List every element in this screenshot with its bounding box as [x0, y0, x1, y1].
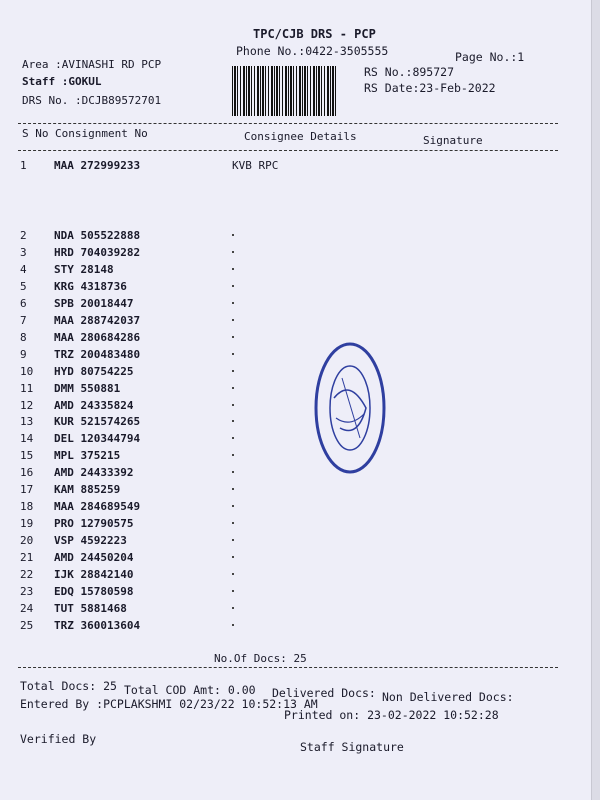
divider [18, 667, 558, 668]
row-sno: 17 [20, 483, 34, 497]
row-consignment: KRG 4318736 [54, 279, 127, 293]
table-row [20, 415, 540, 429]
non-delivered-docs: Non Delivered Docs: [382, 690, 514, 704]
row-consignment: SPB 20018447 [54, 296, 134, 310]
bank-stamp [312, 338, 388, 478]
drs-number: DRS No. :DCJB89572701 [22, 94, 162, 107]
total-docs: Total Docs: 25 [20, 679, 117, 693]
table-row [20, 263, 540, 277]
consignee-dot [232, 488, 234, 490]
row-sno: 3 [20, 245, 27, 259]
table-row [20, 297, 540, 311]
table-row [20, 534, 540, 548]
row-consignment: IJK 28842140 [54, 568, 134, 581]
row-sno: 13 [20, 415, 34, 429]
row-consignment: MAA 280684286 [54, 330, 141, 344]
delivered-docs: Delivered Docs: [272, 686, 376, 700]
column-signature: Signature [423, 134, 483, 147]
consignee-dot [232, 454, 234, 456]
consignee-dot [232, 471, 234, 473]
table-row [20, 382, 540, 396]
table-row [20, 331, 540, 345]
rs-number: RS No.:895727 [364, 65, 455, 79]
table-row [20, 159, 540, 173]
row-consignee: KVB RPC [232, 159, 279, 172]
rs-date: RS Date:23-Feb-2022 [364, 81, 496, 95]
row-consignment: DMM 550881 [54, 381, 121, 395]
row-consignment: KUR 521574265 [54, 415, 141, 429]
row-consignment: DEL 120344794 [54, 432, 141, 446]
barcode [232, 66, 336, 116]
printed-on: Printed on: 23-02-2022 10:52:28 [284, 708, 499, 722]
consignee-dot [232, 404, 234, 406]
row-consignment: VSP 4592223 [54, 534, 127, 548]
table-row [20, 365, 540, 379]
row-sno: 10 [20, 364, 34, 378]
column-consignee: Consignee Details [244, 130, 357, 143]
consignee-dot [232, 370, 234, 372]
table-row [20, 229, 540, 243]
row-consignment: MAA 284689549 [54, 500, 141, 514]
table-row [20, 483, 540, 497]
page-edge [591, 0, 600, 800]
table-row [20, 280, 540, 294]
row-sno: 7 [20, 313, 27, 327]
divider [18, 123, 558, 124]
page-number: Page No.:1 [455, 50, 525, 64]
table-row [20, 432, 540, 446]
table-row [20, 449, 540, 463]
row-sno: 11 [20, 381, 34, 395]
document-title: TPC/CJB DRS - PCP [253, 27, 376, 41]
row-consignment: MPL 375215 [54, 449, 121, 463]
consignee-dot [232, 539, 234, 541]
table-row [20, 500, 540, 514]
table-row [20, 602, 540, 616]
row-consignment: AMD 24335824 [54, 398, 134, 412]
row-sno: 1 [20, 159, 27, 172]
consignee-dot [232, 607, 234, 609]
phone-number: Phone No.:0422-3505555 [236, 44, 389, 58]
total-cod: Total COD Amt: 0.00 [124, 683, 256, 697]
consignee-dot [232, 336, 234, 338]
row-consignment: STY 28148 [54, 262, 114, 276]
row-consignment: MAA 288742037 [54, 313, 141, 327]
row-consignment: NDA 505522888 [54, 229, 141, 242]
row-sno: 22 [20, 568, 34, 581]
row-consignment: HYD 80754225 [54, 364, 134, 378]
row-sno: 6 [20, 296, 27, 310]
table-row [20, 551, 540, 565]
staff-signature: Staff Signature [300, 740, 404, 754]
area: Area :AVINASHI RD PCP [22, 58, 162, 71]
consignee-dot [232, 302, 234, 304]
consignee-dot [232, 268, 234, 270]
row-sno: 19 [20, 517, 34, 531]
consignee-dot [232, 590, 234, 592]
row-sno: 8 [20, 330, 27, 344]
table-row [20, 246, 540, 260]
divider [18, 150, 558, 151]
consignee-dot [232, 319, 234, 321]
row-consignment: KAM 885259 [54, 483, 121, 497]
row-consignment: TRZ 200483480 [54, 347, 141, 361]
column-sno: S No [22, 127, 49, 140]
consignee-dot [232, 387, 234, 389]
row-consignment: AMD 24450204 [54, 551, 134, 565]
row-sno: 23 [20, 584, 34, 598]
table-row [20, 348, 540, 362]
row-consignment: TRZ 360013604 [54, 618, 141, 632]
no-of-docs: No.Of Docs: 25 [214, 652, 307, 665]
row-sno: 14 [20, 432, 34, 446]
row-consignment: TUT 5881468 [54, 601, 127, 615]
table-row [20, 399, 540, 413]
row-consignment: HRD 704039282 [54, 245, 141, 259]
row-sno: 24 [20, 601, 34, 615]
consignee-dot [232, 285, 234, 287]
table-row [20, 314, 540, 328]
row-sno: 18 [20, 500, 34, 514]
consignee-dot [232, 353, 234, 355]
consignee-dot [232, 234, 234, 236]
consignee-dot [232, 437, 234, 439]
row-sno: 16 [20, 466, 34, 480]
table-row [20, 466, 540, 480]
staff: Staff :GOKUL [22, 75, 102, 88]
consignee-dot [232, 573, 234, 575]
table-row [20, 517, 540, 531]
row-sno: 5 [20, 279, 27, 293]
row-sno: 9 [20, 347, 27, 361]
row-consignment: MAA 272999233 [54, 159, 141, 172]
entered-by: Entered By :PCPLAKSHMI 02/23/22 10:52:13 AM [20, 697, 318, 711]
consignee-dot [232, 556, 234, 558]
verified-by: Verified By [20, 732, 97, 746]
row-sno: 2 [20, 229, 27, 242]
table-row [20, 568, 540, 582]
consignee-dot [232, 522, 234, 524]
column-consignment: Consignment No [55, 127, 148, 140]
row-sno: 15 [20, 449, 34, 463]
table-row [20, 619, 540, 633]
consignee-dot [232, 251, 234, 253]
row-consignment: EDQ 15780598 [54, 584, 134, 598]
consignee-dot [232, 624, 234, 626]
row-sno: 21 [20, 551, 34, 565]
row-sno: 4 [20, 262, 27, 276]
row-consignment: PRO 12790575 [54, 517, 134, 531]
row-consignment: AMD 24433392 [54, 466, 134, 480]
consignee-dot [232, 505, 234, 507]
row-sno: 12 [20, 398, 34, 412]
row-sno: 20 [20, 534, 34, 548]
row-sno: 25 [20, 618, 34, 632]
consignee-dot [232, 420, 234, 422]
table-row [20, 585, 540, 599]
